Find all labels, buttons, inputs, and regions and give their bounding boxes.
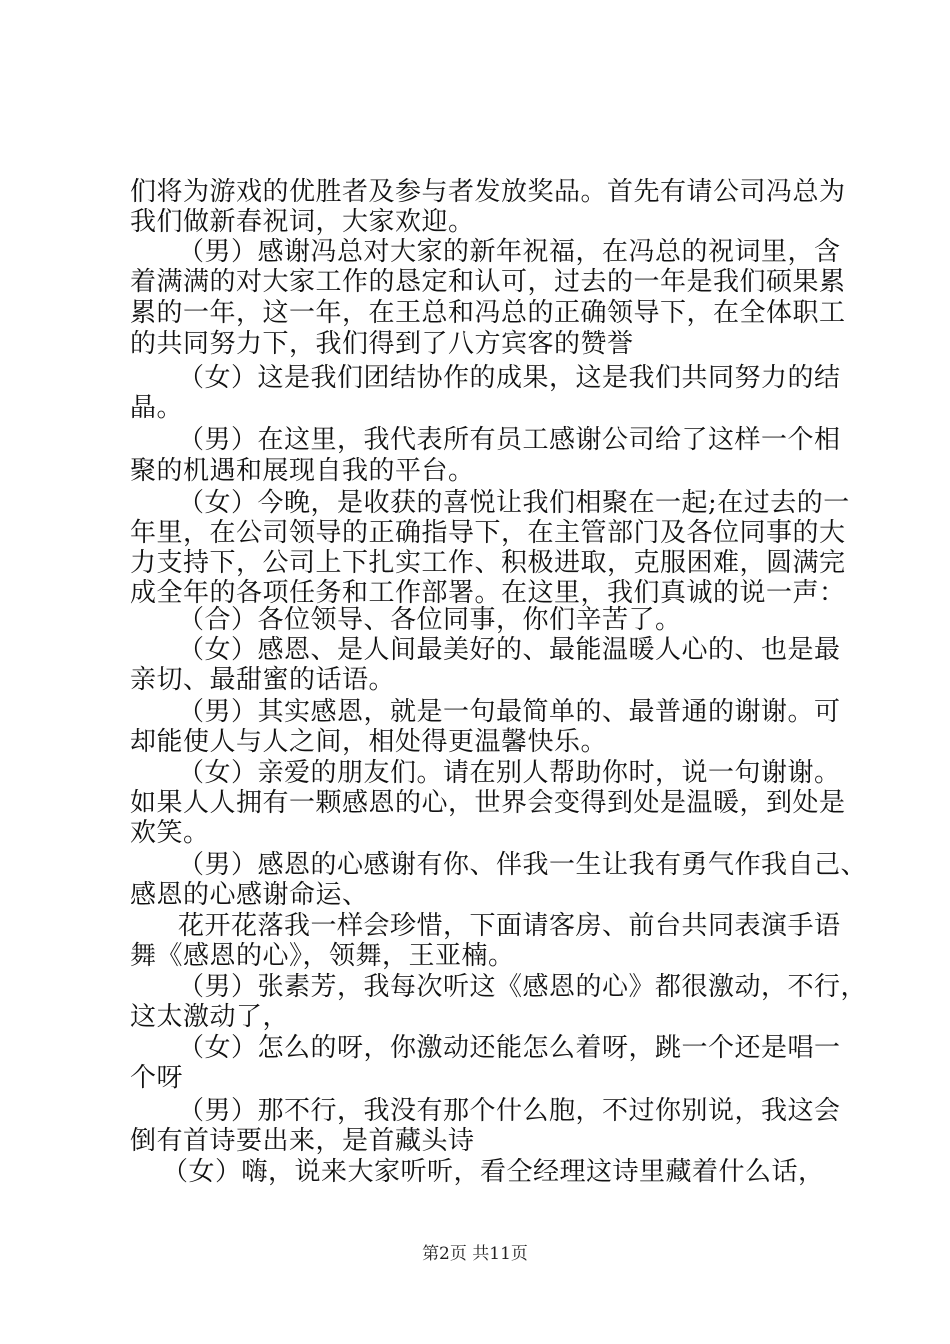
text-line: 个呀 — [130, 1063, 184, 1093]
text-line: （女）怎么的呀，你激动还能怎么着呀，跳一个还是唱一 — [178, 1033, 841, 1063]
text-line: （女）这是我们团结协作的成果，这是我们共同努力的结 — [178, 363, 841, 393]
text-line: 晶。 — [130, 393, 184, 423]
text-line: （女）亲爱的朋友们。请在别人帮助你时，说一句谢谢。 — [178, 758, 841, 788]
text-line: （男）感谢冯总对大家的新年祝福，在冯总的祝词里，含 — [178, 237, 841, 267]
text-line: 欢笑。 — [130, 818, 210, 848]
text-line: （女）感恩、是人间最美好的、最能温暖人心的、也是最 — [178, 635, 841, 665]
text-line: 倒有首诗要出来，是首藏头诗 — [130, 1126, 475, 1156]
text-line: （合）各位领导、各位同事，你们辛苦了。 — [178, 605, 682, 635]
text-line: 成全年的各项任务和工作部署。在这里，我们真诚的说一声： — [130, 578, 846, 608]
text-line: （男）感恩的心感谢有你、伴我一生让我有勇气作我自己、 — [178, 850, 868, 880]
text-line: 的共同努力下，我们得到了八方宾客的赞誉 — [130, 329, 634, 359]
text-line: （男）张素芳，我每次听这《感恩的心》都很激动，不行， — [178, 972, 868, 1002]
text-line: 力支持下，公司上下扎实工作、积极进取，克服困难，圆满完 — [130, 548, 846, 578]
text-line: （男）其实感恩，就是一句最简单的、最普通的谢谢。可 — [178, 697, 841, 727]
text-line: 这太激动了， — [130, 1002, 290, 1032]
page-footer: 第2页 共11页 — [422, 1244, 528, 1264]
text-line: 聚的机遇和展现自我的平台。 — [130, 456, 475, 486]
text-line: 亲切、最甜蜜的话语。 — [130, 665, 396, 695]
text-line: 感恩的心感谢命运、 — [130, 880, 369, 910]
text-line: （女）嗨，说来大家听听，看仝经理这诗里藏着什么话， — [162, 1157, 825, 1187]
text-line: 们将为游戏的优胜者及参与者发放奖品。首先有请公司冯总为 — [130, 177, 846, 207]
text-line: 花开花落我一样会珍惜，下面请客房、前台共同表演手语 — [178, 911, 841, 941]
text-line: 舞《感恩的心》，领舞，王亚楠。 — [130, 941, 515, 971]
text-line: 累的一年，这一年，在王总和冯总的正确领导下，在全体职工 — [130, 298, 846, 328]
text-line: 我们做新春祝词，大家欢迎。 — [130, 207, 475, 237]
text-line: 如果人人拥有一颗感恩的心，世界会变得到处是温暖，到处是 — [130, 788, 846, 818]
text-line: （女）今晚，是收获的喜悦让我们相聚在一起;在过去的一 — [178, 488, 850, 518]
text-line: （男）在这里，我代表所有员工感谢公司给了这样一个相 — [178, 425, 841, 455]
text-line: （男）那不行，我没有那个什么胞，不过你别说，我这会 — [178, 1096, 841, 1126]
text-line: 却能使人与人之间，相处得更温馨快乐。 — [130, 727, 608, 757]
text-line: 着满满的对大家工作的恳定和认可，过去的一年是我们硕果累 — [130, 267, 846, 297]
text-line: 年里，在公司领导的正确指导下，在主管部门及各位同事的大 — [130, 518, 846, 548]
